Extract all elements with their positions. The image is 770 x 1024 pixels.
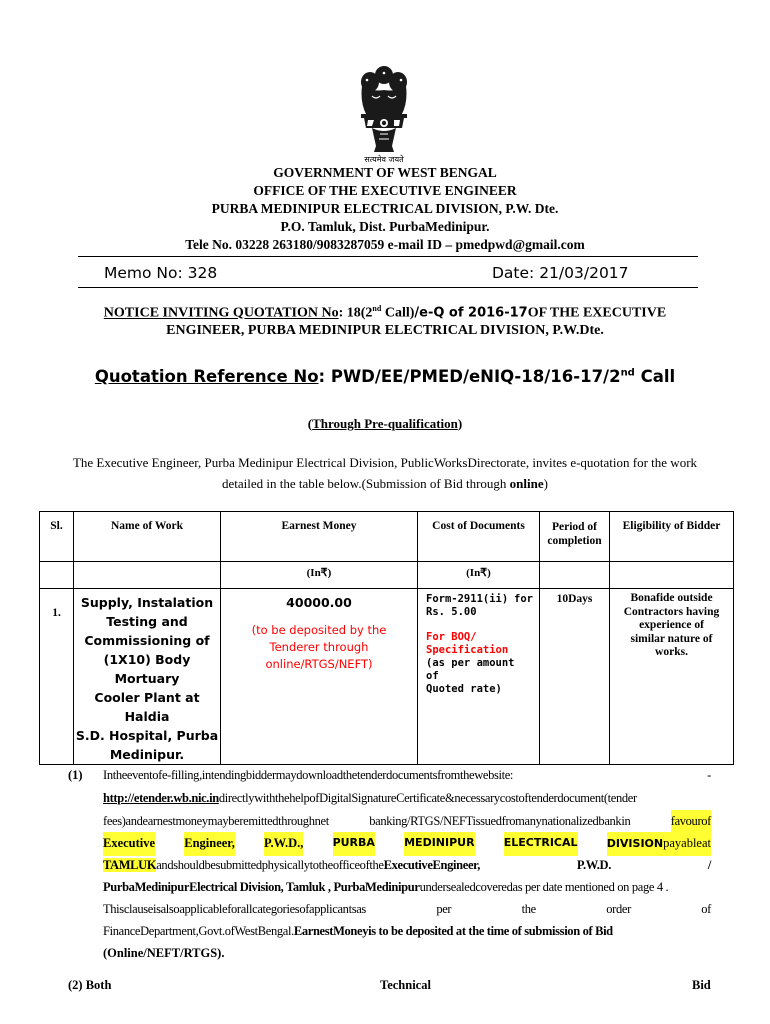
quotation-reference-suffix: Call — [634, 367, 676, 386]
contact-line: Tele No. 03228 263180/9083287059 e-mail ID – pmedpwd@gmail.com — [185, 237, 585, 252]
cost-form: Form-2911(ii) — [426, 593, 509, 605]
payee-word: ELECTRICAL — [504, 832, 578, 856]
cost-unit: (In₹) — [466, 567, 491, 579]
notice-label: NOTICE INVITING QUOTATION No — [103, 305, 339, 321]
quotation-reference-value: : PWD/EE/PMED/eNIQ-18/16-17/2 — [318, 367, 621, 386]
eligibility-line: Bonafide outside — [630, 592, 713, 604]
clause-1-text: order — [606, 902, 631, 916]
office-name: OFFICE OF THE EXECUTIVE ENGINEER — [253, 183, 517, 198]
notice-number: : 18(2 — [338, 305, 373, 321]
earnest-amount: 40000.00 — [286, 595, 352, 610]
clause-1-bold: PurbaMedinipurElectrical Division, Tamluk , PurbaMedinipur — [103, 880, 420, 894]
government-name: GOVERNMENT OF WEST BENGAL — [273, 165, 497, 180]
eligibility-line: Contractors having — [623, 605, 720, 618]
clause-1-text: Thisclauseisalsoapplicableforallcategoriesofapplicantsas — [103, 902, 366, 916]
payee-word: Executive — [103, 832, 155, 856]
earnest-note-line: (to be deposited by the — [251, 623, 387, 637]
clause-2-start: (2) Both — [68, 978, 112, 992]
header-sl: Sl. — [40, 512, 74, 562]
notice-eq: /e-Q of 2016-17 — [414, 305, 528, 321]
clause-1-line-7 — [103, 898, 711, 921]
cost-for: for — [514, 593, 533, 605]
row-period: 10Days — [540, 589, 610, 765]
work-line: Commissioning of — [84, 633, 210, 648]
quotation-reference-sup: nd — [620, 367, 635, 379]
earnest-unit: (In₹) — [306, 567, 332, 579]
clause-1-bold: ExecutiveEngineer, — [383, 858, 480, 872]
header-eligibility: Eligibility of Bidder — [610, 512, 734, 562]
earnest-note-line: Tenderer through — [269, 640, 369, 654]
tamluk-highlight: TAMLUK — [103, 858, 157, 872]
header-earnest-money: Earnest Money — [221, 512, 418, 562]
clause-1-text: FinanceDepartment,Govt.ofWestBengal. — [103, 924, 294, 938]
clause-2-bid: Bid — [692, 978, 711, 992]
memo-number: Memo No: 328 — [104, 264, 218, 282]
payee-word: Engineer, — [184, 832, 235, 856]
clause-1-line-5 — [103, 854, 711, 877]
favour-highlight: favourof — [671, 810, 711, 833]
payee-word: MEDINIPUR — [404, 832, 474, 856]
paren-close: ) — [457, 416, 463, 431]
cost-note-line: Quoted rate) — [426, 683, 502, 695]
clause-1-dash: - — [707, 768, 711, 782]
payable-at: payableat — [663, 836, 711, 850]
clause-1-line-2 — [103, 787, 711, 810]
clause-1-text: of — [701, 902, 711, 916]
header-period: Period of completion — [540, 512, 610, 562]
clause-1-text: banking/RTGS/NEFTissuedfromanynationalizedbankin — [369, 814, 631, 828]
notice-sup: nd — [372, 304, 382, 313]
payee-word: PURBA — [333, 832, 375, 856]
payee-division — [607, 832, 711, 856]
clause-1-line-6 — [103, 876, 711, 899]
clause-2-technical: Technical — [380, 978, 431, 992]
clause-1-line-9: (Online/NEFT/RTGS). — [103, 946, 225, 960]
cost-amount: Rs. 5.00 — [426, 606, 477, 618]
clause-1-text: andshouldbesubmittedphysicallytotheofficeofthe — [156, 858, 384, 872]
notice-rest: OF THE EXECUTIVE — [527, 305, 667, 321]
intro-line-1: The Executive Engineer, Purba Medinipur Electrical Division, PublicWorksDirectorate, invites e-quotation for the work — [72, 455, 698, 470]
eligibility-line: works. — [655, 646, 688, 658]
header-cost-of-documents: Cost of Documents — [418, 512, 540, 562]
clause-1-number: (1) — [68, 768, 83, 782]
work-line: Supply, Instalation — [80, 595, 214, 610]
notice-title-line2: ENGINEER, PURBA MEDINIPUR ELECTRICAL DIVISION, P.W.Dte. — [166, 323, 604, 338]
clause-1-text: undersealedcoveredas per date mentioned on page 4 . — [419, 880, 669, 894]
division-name: PURBA MEDINIPUR ELECTRICAL DIVISION, P.W. Dte. — [211, 201, 559, 216]
cost-note-line: (as per amount of — [426, 657, 515, 682]
clause-1-line-8 — [103, 920, 711, 943]
eligibility-line: similar nature of — [630, 632, 713, 645]
etender-link[interactable]: http://etender.wb.nic.in — [103, 791, 219, 805]
clause-1-text: per — [436, 902, 452, 916]
clause-1-text: the — [521, 902, 536, 916]
earnest-note-line: online/RTGS/NEFT) — [265, 657, 373, 671]
cost-spec-line: Specification — [426, 644, 509, 656]
payee-word: DIVISION — [606, 837, 664, 850]
clause-1-bold: EarnestMoneyis to be deposited at the time of submission of Bid — [293, 924, 613, 938]
intro-close: ) — [543, 476, 548, 491]
row-sl: 1. — [40, 589, 74, 765]
intro-online: online — [509, 476, 544, 491]
emblem-motto: सत्यमेव जयते — [364, 155, 404, 164]
work-line: (1X10) Body Mortuary — [103, 652, 191, 686]
clause-1-text: Intheeventofe-filling,intendingbiddermaydownloadthetenderdocumentsfromthewebsite: — [103, 768, 514, 782]
work-line: Cooler Plant at Haldia — [94, 690, 200, 724]
clause-1-text: directlywiththehelpofDigitalSignatureCertificate&necessarycostoftenderdocument(tender — [218, 791, 637, 805]
clause-1-line-4 — [103, 832, 711, 856]
clause-1-bold: P.W.D. — [576, 858, 611, 872]
memo-date: Date: 21/03/2017 — [492, 264, 629, 282]
cost-boq-line: For BOQ/ — [426, 631, 477, 643]
header-name-of-work: Name of Work — [74, 512, 221, 562]
quotation-reference-label: Quotation Reference No — [94, 367, 319, 386]
clause-1-text: fees)andearnestmoneymayberemittedthroughnet — [103, 814, 329, 828]
clause-1-line-1 — [103, 764, 711, 787]
intro-text: detailed in the table below.(Submission of Bid through — [222, 476, 510, 491]
work-line: S.D. Hospital, Purba — [75, 728, 219, 743]
eligibility-line: experience of — [639, 619, 704, 631]
clause-1-bold: / — [707, 858, 711, 872]
clause-1-line-3 — [103, 810, 711, 833]
postal-address: P.O. Tamluk, Dist. PurbaMedinipur. — [280, 219, 490, 234]
notice-call: Call) — [381, 305, 415, 321]
payee-word: P.W.D., — [264, 832, 303, 856]
work-line: Testing and — [106, 614, 188, 629]
prequalification-label: Through Pre-qualification — [312, 416, 458, 431]
work-line: Medinipur. — [109, 747, 185, 762]
paren-open: ( — [307, 416, 313, 431]
